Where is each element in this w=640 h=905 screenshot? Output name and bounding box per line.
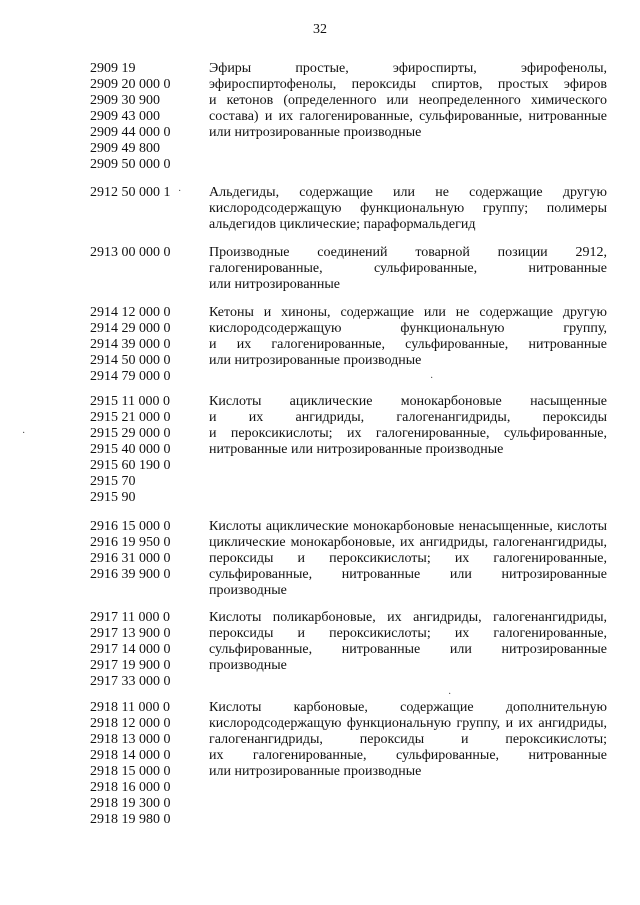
code-list (90, 610, 171, 690)
description-line: или нитрозированные производные (209, 125, 422, 140)
tn-ved-code: 2915 90 (90, 490, 136, 505)
description-line: пероксиды и пероксикислоты; их галогенированные, (209, 626, 607, 641)
product-description (209, 245, 607, 293)
tn-ved-code: 2916 39 900 0 (90, 567, 171, 582)
tn-ved-code: 2917 11 000 0 (90, 610, 170, 625)
tn-ved-code: 2912 50 000 1 (90, 185, 171, 200)
description-line: производные (209, 658, 287, 673)
scan-speck: · (448, 689, 452, 700)
description-line: или нитрозированные (209, 277, 341, 292)
tn-ved-code: 2914 50 000 0 (90, 353, 171, 368)
tn-ved-code: 2914 12 000 0 (90, 305, 171, 320)
tn-ved-code: 2917 14 000 0 (90, 642, 171, 657)
description-line: пероксиды и пероксикислоты; их галогенированные, (209, 551, 607, 566)
code-list (90, 700, 171, 828)
product-description (209, 394, 607, 458)
tn-ved-code: 2917 33 000 0 (90, 674, 171, 689)
description-line: Кислоты ациклические монокарбоновые насыщенные (209, 394, 607, 409)
tn-ved-code: 2909 44 000 0 (90, 125, 171, 140)
description-line: галогенангидриды, пероксиды и пероксикислоты; (209, 732, 607, 747)
scan-speck: · (178, 186, 182, 197)
code-list (90, 245, 171, 261)
tn-ved-code: 2915 29 000 0 (90, 426, 171, 441)
tn-ved-code: 2918 19 980 0 (90, 812, 171, 827)
description-line: сульфированные, нитрованные или нитрозированные (209, 642, 607, 657)
description-line: альдегидов циклические; параформальдегид (209, 217, 476, 232)
description-line: Кислоты поликарбоновые, их ангидриды, галогенангидриды, (209, 610, 607, 625)
tn-ved-code: 2918 12 000 0 (90, 716, 171, 731)
product-description (209, 185, 607, 233)
tn-ved-code: 2909 49 800 (90, 141, 160, 156)
description-line: нитрованные или нитрозированные производные (209, 442, 504, 457)
description-line: эфироспиртофенолы, пероксиды спиртов, простых эфиров (209, 77, 607, 92)
product-description (209, 61, 607, 141)
description-line: и их галогенированные, сульфированные, нитрованные (209, 337, 607, 352)
tn-ved-code: 2916 15 000 0 (90, 519, 171, 534)
tn-ved-code: 2918 15 000 0 (90, 764, 171, 779)
tn-ved-code: 2915 70 (90, 474, 136, 489)
description-line: кислородсодержащую функциональную группу, и их ангидриды, (209, 716, 607, 731)
code-list (90, 394, 171, 506)
tn-ved-code: 2915 60 190 0 (90, 458, 171, 473)
description-line: или нитрозированные производные (209, 353, 422, 368)
product-description (209, 700, 607, 780)
tn-ved-code: 2909 43 000 (90, 109, 160, 124)
description-line: Производные соединений товарной позиции 2912, (209, 245, 607, 260)
tn-ved-code: 2915 21 000 0 (90, 410, 171, 425)
description-line: производные (209, 583, 287, 598)
description-line: и их ангидриды, галогенангидриды, пероксиды (209, 410, 607, 425)
tn-ved-code: 2916 31 000 0 (90, 551, 171, 566)
description-line: Альдегиды, содержащие или не содержащие другую (209, 185, 607, 200)
description-line: кислородсодержащую функциональную группу; полимеры (209, 201, 607, 216)
tn-ved-code: 2916 19 950 0 (90, 535, 171, 550)
scan-speck: · (430, 373, 434, 384)
tn-ved-code: 2913 00 000 0 (90, 245, 171, 260)
product-description (209, 305, 607, 369)
tn-ved-code: 2914 29 000 0 (90, 321, 171, 336)
tn-ved-code: 2909 30 900 (90, 93, 160, 108)
description-line: сульфированные, нитрованные или нитрозированные (209, 567, 607, 582)
tn-ved-code: 2918 14 000 0 (90, 748, 171, 763)
page-number: 32 (313, 22, 327, 37)
tn-ved-code: 2909 50 000 0 (90, 157, 171, 172)
description-line: и кетонов (определенного или неопределенного химического (209, 93, 607, 108)
tn-ved-code: 2918 13 000 0 (90, 732, 171, 747)
tn-ved-code: 2915 40 000 0 (90, 442, 171, 457)
description-line: и пероксикислоты; их галогенированные, сульфированные, (209, 426, 607, 441)
description-line: их галогенированные, сульфированные, нитрованные (209, 748, 607, 763)
code-list (90, 61, 171, 173)
product-description (209, 519, 607, 599)
tn-ved-code: 2918 16 000 0 (90, 780, 171, 795)
description-line: или нитрозированные производные (209, 764, 422, 779)
code-list (90, 519, 171, 583)
tn-ved-code: 2909 20 000 0 (90, 77, 171, 92)
tn-ved-code: 2917 19 900 0 (90, 658, 171, 673)
tn-ved-code: 2918 19 300 0 (90, 796, 171, 811)
description-line: Эфиры простые, эфироспирты, эфирофенолы, (209, 61, 607, 76)
code-list (90, 305, 171, 385)
scan-speck: · (22, 428, 26, 439)
description-line: галогенированные, сульфированные, нитрованные (209, 261, 607, 276)
product-description (209, 610, 607, 674)
tn-ved-code: 2909 19 (90, 61, 136, 76)
tn-ved-code: 2918 11 000 0 (90, 700, 170, 715)
tn-ved-code: 2914 39 000 0 (90, 337, 171, 352)
description-line: состава) и их галогенированные, сульфированные, нитрованные (209, 109, 607, 124)
tn-ved-code: 2917 13 900 0 (90, 626, 171, 641)
tn-ved-code: 2914 79 000 0 (90, 369, 171, 384)
tn-ved-code: 2915 11 000 0 (90, 394, 170, 409)
code-list (90, 185, 171, 201)
description-line: Кислоты ациклические монокарбоновые ненасыщенные, кислоты (209, 519, 607, 534)
description-line: Кислоты карбоновые, содержащие дополнительную (209, 700, 607, 715)
description-line: кислородсодержащую функциональную группу, (209, 321, 607, 336)
description-line: Кетоны и хиноны, содержащие или не содержащие другую (209, 305, 607, 320)
description-line: циклические монокарбоновые, их ангидриды, галогенангидриды, (209, 535, 607, 550)
